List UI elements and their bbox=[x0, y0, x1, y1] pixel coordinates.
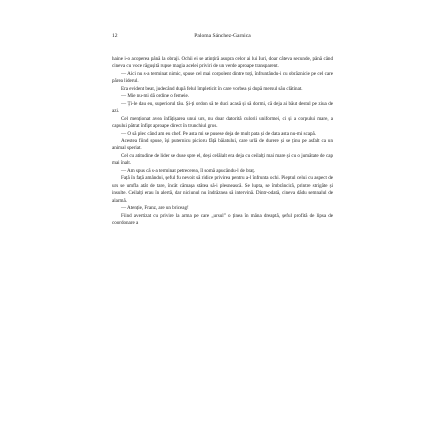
body-text bbox=[112, 56, 333, 227]
paragraph: Față în față amândoi, șeful fu nevoit să ridice privirea pentru a-l înfrunta ochi. Pieptul celui cu aspect de urs se umfla atât de tare, încât cămașa stătea să-i plesnească. Se lupta, se îmbrânciră, printre strigăte și insulte. Ceilalți erau în alertă, dar niciunul nu îndrăznea să intervină. Dintr-odată, cineva dădu semnalul de alarmă. bbox=[112, 175, 333, 204]
paragraph: Cel cu atitudine de lider se duse spre el, deși celălalt era deja cu ceilalți mai mare și cu o jumătate de cap mai înalt. bbox=[112, 152, 333, 167]
paragraph: Cel menționat avea înfățișarea unui urs, nu doar datorită culorii uniformei, ci și a corpului mare, a capului pătrat înfipt aproape direct în trunchiul gros. bbox=[112, 115, 333, 130]
paragraph: — Mie nu-mi dă ordine o femeie. bbox=[121, 93, 189, 100]
paragraph: Fiind avertizat cu privire la arma pe care „ursul” o ținea în mâna dreaptă, șeful profită de lipsa de coordonare a bbox=[112, 212, 333, 226]
page-header bbox=[112, 31, 333, 41]
running-head-author: Paloma Sánchez-Garnica bbox=[194, 33, 251, 39]
paragraph: Acestea fiind spuse, își puternicu picioru făță băiatului, care urlă de durere și se ținu pe asfalt ca un animal speriat. bbox=[112, 137, 333, 152]
paragraph: Era evident beat, judecând după felul împleticit în care vorbea și după mersul său clătinat. bbox=[121, 85, 303, 92]
page-number: 12 bbox=[112, 33, 118, 39]
paragraph: — Ți-le dau eu, superiorul tău. Și-ți ordon să te duci acasă și să dormi, că deja ai băut destul pe ziua de azi. bbox=[112, 100, 333, 115]
paragraph: haine i-o acoperea până la obraji. Ochii ei se atințiră asupra celor ai lui Iuri, doar câteva secunde, până când cineva cu voce răgușită rupse magia acelei priviri de un verde aproape transparent. bbox=[112, 56, 333, 70]
paragraph: — O să plec când am eu chef. Pe asta mi se pusese deja de mult pata și de data asta nu-mi scapă. bbox=[121, 130, 316, 137]
paragraph: — Am spus că s-a terminat petrecerea, îl somă apucându-l de braț. bbox=[121, 167, 256, 174]
paragraph: — Aici nu s-a terminat nimic, spuse cel mai corpolent dintre toți, înfruntându-i cu obrăznicie pe cel care părea liderul. bbox=[112, 70, 333, 85]
paragraph: — Atenție, Franz, are un briceag! bbox=[121, 205, 189, 212]
